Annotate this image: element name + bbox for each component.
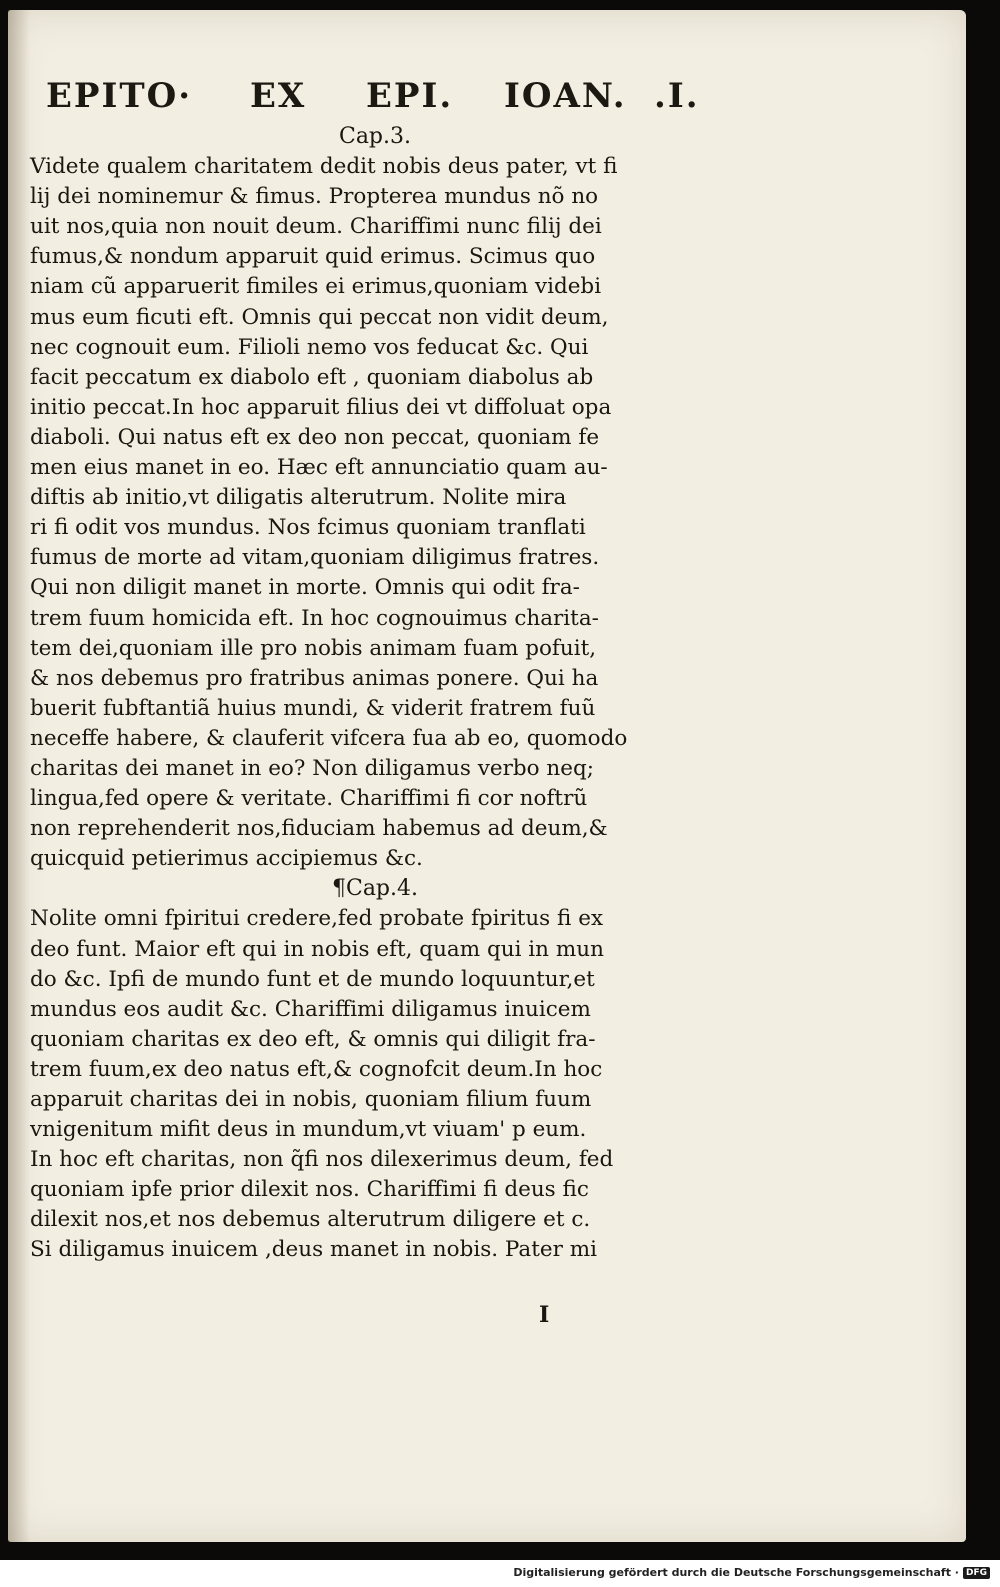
text-line: trem fuum,ex deo natus eft,& cognofcit deum.In hoc <box>30 1056 603 1082</box>
text-line: niam cũ apparuerit fimiles ei erimus,quoniam videbi <box>30 274 602 300</box>
credit-text: Digitalisierung gefördert durch die Deutsche Forschungsgemeinschaft · <box>513 1566 959 1579</box>
text-line: Videte qualem charitatem dedit nobis deus pater, vt fi <box>30 154 618 180</box>
text-line: uit nos,quia non nouit deum. Chariffimi nunc filij dei <box>30 214 602 240</box>
text-line: deo funt. Maior eft qui in nobis eft, quam qui in mun <box>30 936 604 962</box>
text-line: lingua,fed opere & veritate. Chariffimi fi cor noftrũ <box>30 786 588 812</box>
text-line: fumus,& nondum apparuit quid erimus. Scimus quo <box>30 244 596 270</box>
text-line: fumus de morte ad vitam,quoniam diligimus fratres. <box>30 545 600 571</box>
text-line: mundus eos audit &c. Chariffimi diligamus inuicem <box>30 996 591 1022</box>
text-line: apparuit charitas dei in nobis, quoniam filium fuum <box>30 1087 592 1112</box>
body-text <box>30 122 720 1266</box>
signature-mark: I <box>539 1302 550 1328</box>
header-part-2: EX <box>250 76 307 116</box>
text-line: nec cognouit eum. Filioli nemo vos feducat &c. Qui <box>30 334 589 360</box>
text-line: men eius manet in eo. Hæc eft annunciatio quam au- <box>30 455 608 481</box>
text-line: ri fi odit vos mundus. Nos fcimus quoniam tranflati <box>30 515 586 541</box>
text-line: diftis ab initio,vt diligatis alterutrum. Nolite mira <box>30 485 567 511</box>
text-line: non reprehenderit nos,fiduciam habemus ad deum,& <box>30 816 608 842</box>
text-line: Qui non diligit manet in morte. Omnis qui odit fra- <box>30 575 580 601</box>
text-line: mus eum ficuti eft. Omnis qui peccat non vidit deum, <box>30 304 609 330</box>
page-gutter-shadow <box>8 10 30 1542</box>
text-line: buerit fubftantiã huius mundi, & viderit fratrem fuũ <box>30 695 596 721</box>
text-line: dilexit nos,et nos debemus alterutrum diligere et c. <box>30 1207 591 1233</box>
text-line: tem dei,quoniam ille pro nobis animam fuam pofuit, <box>30 635 597 661</box>
text-line: diaboli. Qui natus eft ex deo non peccat, quoniam fe <box>30 424 600 450</box>
digitization-credit <box>513 1566 990 1579</box>
text-line: initio peccat.In hoc apparuit filius dei vt diffoluat opa <box>30 394 612 420</box>
dfg-logo: DFG <box>963 1567 990 1579</box>
running-header <box>46 76 712 128</box>
text-line: lij dei nominemur & fimus. Propterea mundus nõ no <box>30 184 599 210</box>
chapter-heading-3: Cap.3. <box>338 124 411 149</box>
text-line: do &c. Ipfi de mundo funt et de mundo loquuntur,et <box>30 966 595 992</box>
header-part-1: EPITO· <box>46 76 193 116</box>
text-line: charitas dei manet in eo? Non diligamus verbo neq; <box>30 755 594 781</box>
header-part-5: .I. <box>654 76 700 116</box>
text-line: vnigenitum mifit deus in mundum,vt viuam' p eum. <box>30 1117 587 1143</box>
chapter-heading-4: ¶Cap.4. <box>331 876 418 902</box>
text-line: quicquid petierimus accipiemus &c. <box>30 846 423 872</box>
text-line: Nolite omni fpiritui credere,fed probate fpiritus fi ex <box>30 906 604 932</box>
text-line: facit peccatum ex diabolo eft , quoniam diabolus ab <box>30 364 594 390</box>
header-part-3: EPI. <box>366 76 454 116</box>
text-line: & nos debemus pro fratribus animas ponere. Qui ha <box>30 665 599 691</box>
text-line: In hoc eft charitas, non q̃fi nos dilexerimus deum, fed <box>30 1147 614 1173</box>
text-line: quoniam ipfe prior dilexit nos. Chariffimi fi deus fic <box>30 1177 589 1203</box>
text-line: Si diligamus inuicem ,deus manet in nobis. Pater mi <box>30 1237 597 1263</box>
header-part-4: IOAN. <box>504 76 627 116</box>
text-line: neceffe habere, & clauferit vifcera fua ab eo, quomodo <box>30 725 628 751</box>
book-page <box>8 10 966 1542</box>
text-line: quoniam charitas ex deo eft, & omnis qui diligit fra- <box>30 1026 596 1052</box>
text-line: trem fuum homicida eft. In hoc cognouimus charita- <box>30 605 599 631</box>
